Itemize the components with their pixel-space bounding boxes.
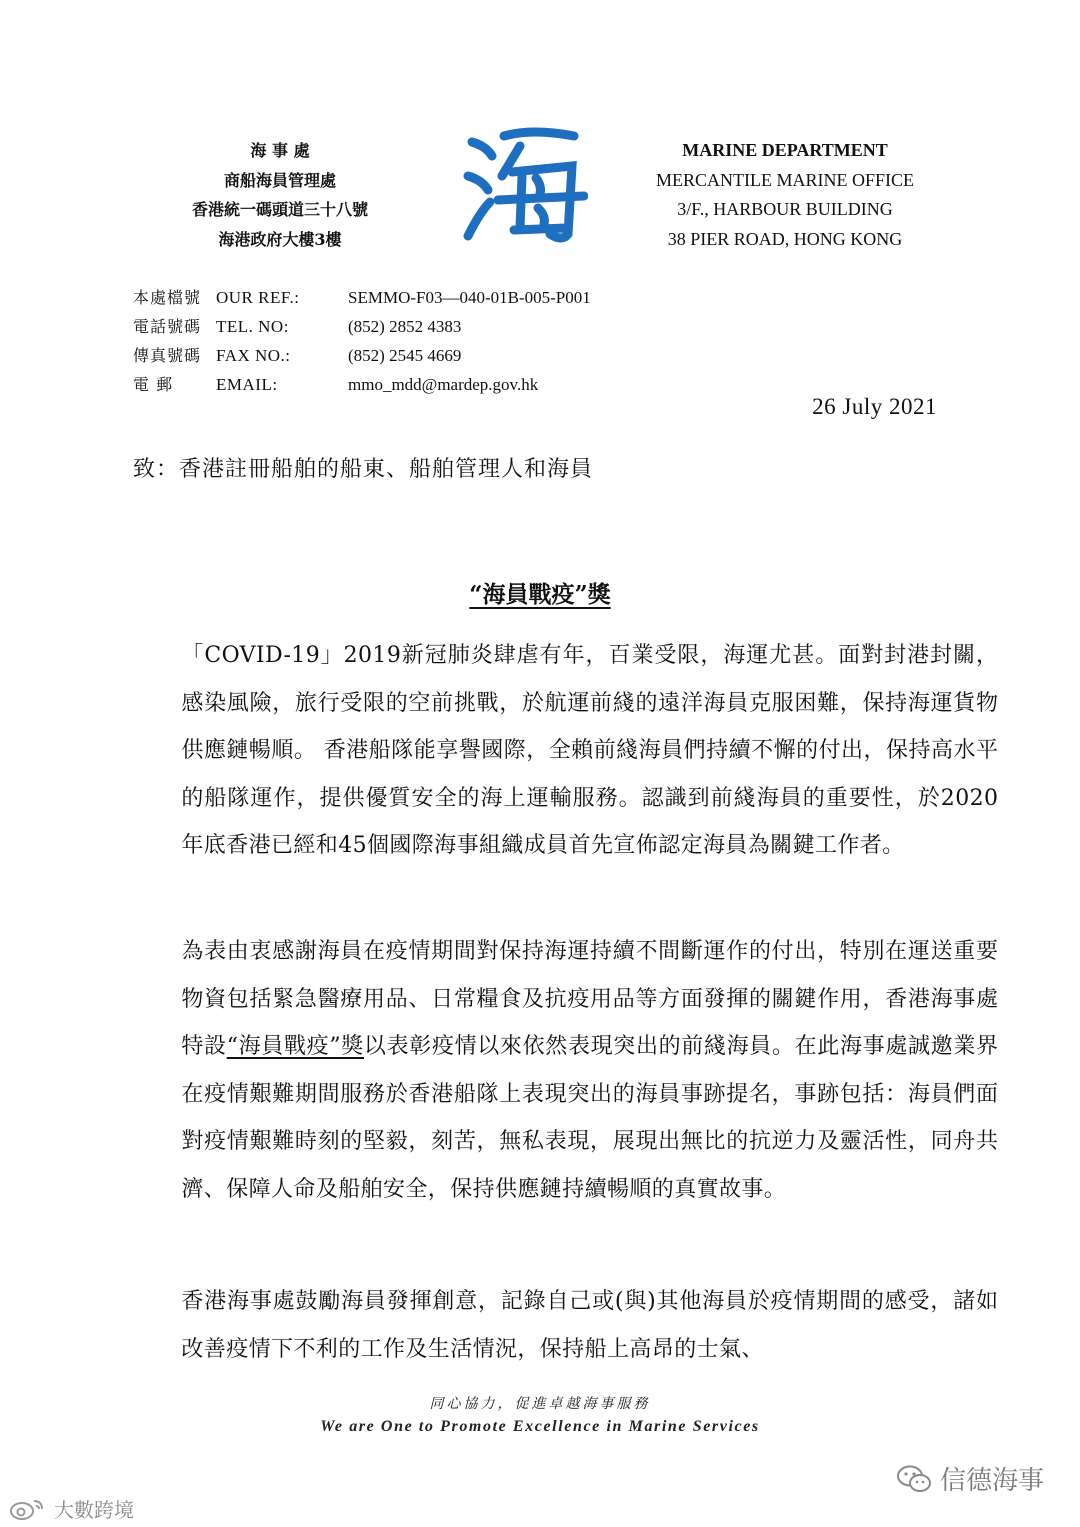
ref-label-en: EMAIL: <box>216 375 278 394</box>
footer-motto-zh: 同心協力，促進卓越海事服務 <box>429 1396 651 1412</box>
footer-motto-en: We are One to Promote Excellence in Marine Services <box>320 1418 760 1435</box>
header-en-office: MERCANTILE MARINE OFFICE <box>655 169 914 190</box>
award-name: “海員戰疫”獎 <box>226 1034 364 1059</box>
header-zh-building: 海港政府大樓3樓 <box>218 229 342 249</box>
ref-value: (852) 2852 4383 <box>348 317 462 336</box>
watermark-right-text: 信德海事 <box>939 1466 1044 1496</box>
ref-value: SEMMO-F03—040-01B-005-P001 <box>348 288 591 307</box>
ref-row-our-ref <box>133 283 591 312</box>
ref-value: (852) 2545 4669 <box>348 346 462 365</box>
header-english-address <box>640 136 930 254</box>
reference-block <box>133 283 591 399</box>
watermark-right <box>896 1460 1044 1497</box>
ref-value-email: mmo_mdd@mardep.gov.hk <box>348 375 539 394</box>
paragraph-2-part-b: 以表彰疫情以來依然表現突出的前綫海員。在此海事處誠邀業界在疫情艱難期間服務於香港船隊上表現突出的海員事跡提名，事跡包括：海員們面對疫情艱難時刻的堅毅，刻苦，無私表現，展現出無比的抗逆力及靈活性，同舟共濟、保障人命及船舶安全，保持供應鏈持續暢順的真實故事。 <box>181 1034 999 1202</box>
paragraph-2-part-a: 為表由衷感謝海員在疫情期間對保持海運持續不間斷運作的付出，特別在運送重要物資包括緊急醫療用品、日常糧食及抗疫用品等方面發揮的關鍵作用，香港海事處特設 <box>181 939 999 1059</box>
header-zh-dept: 海 事 處 <box>250 141 310 160</box>
ref-label-en: FAX NO.: <box>216 346 291 365</box>
watermark-left <box>8 1494 134 1523</box>
ref-label-zh: 電 郵 <box>133 375 174 394</box>
ref-label-en: OUR REF.: <box>216 288 300 307</box>
ref-label-zh: 電話號碼 <box>133 317 202 336</box>
header-zh-office: 商船海員管理處 <box>223 170 336 190</box>
ref-label-zh: 本處檔號 <box>133 288 202 307</box>
ref-row-fax <box>133 341 591 370</box>
marine-department-logo <box>462 126 588 244</box>
ref-label-en: TEL. NO: <box>216 317 289 336</box>
header-zh-street: 香港統一碼頭道三十八號 <box>191 200 368 219</box>
letter-title: “海員戰疫”獎 <box>469 581 611 608</box>
paragraph-2 <box>133 928 998 1213</box>
watermark-left-text: 大數跨境 <box>54 1498 134 1522</box>
ref-row-email <box>133 370 591 399</box>
header-en-dept: MARINE DEPARTMENT <box>682 140 888 160</box>
paragraph-3: 香港海事處鼓勵海員發揮創意，記錄自己或(與)其他海員於疫情期間的感受，諸如改善疫情下不利的工作及生活情況，保持船上高昂的士氣、 <box>181 1289 999 1362</box>
recipient-line: 致：香港註冊船舶的船東、船舶管理人和海員 <box>133 457 594 482</box>
wechat-icon <box>896 1464 932 1494</box>
header-en-building: 3/F., HARBOUR BUILDING <box>677 199 893 219</box>
header-en-street: 38 PIER ROAD, HONG KONG <box>667 228 903 249</box>
weibo-icon <box>8 1497 48 1521</box>
header-chinese-address <box>150 136 410 254</box>
ref-row-tel <box>133 312 591 341</box>
letter-date: 26 July 2021 <box>812 394 937 419</box>
ref-label-zh: 傳真號碼 <box>133 346 202 365</box>
paragraph-1: 「COVID-19」2019新冠肺炎肆虐有年，百業受限，海運尤甚。面對封港封關，感染風險，旅行受限的空前挑戰，於航運前綫的遠洋海員克服困難，保持海運貨物供應鏈暢順。 香港船隊能享譽國際，全賴前綫海員們持續不懈的付出，保持高水平的船隊運作，提供優質安全的海上運輸服務。認識到前綫海員的重要性，於2020年底香港已經和45個國際海事組織成員首先宣佈認定海員為關鍵工作者。 <box>181 643 999 858</box>
